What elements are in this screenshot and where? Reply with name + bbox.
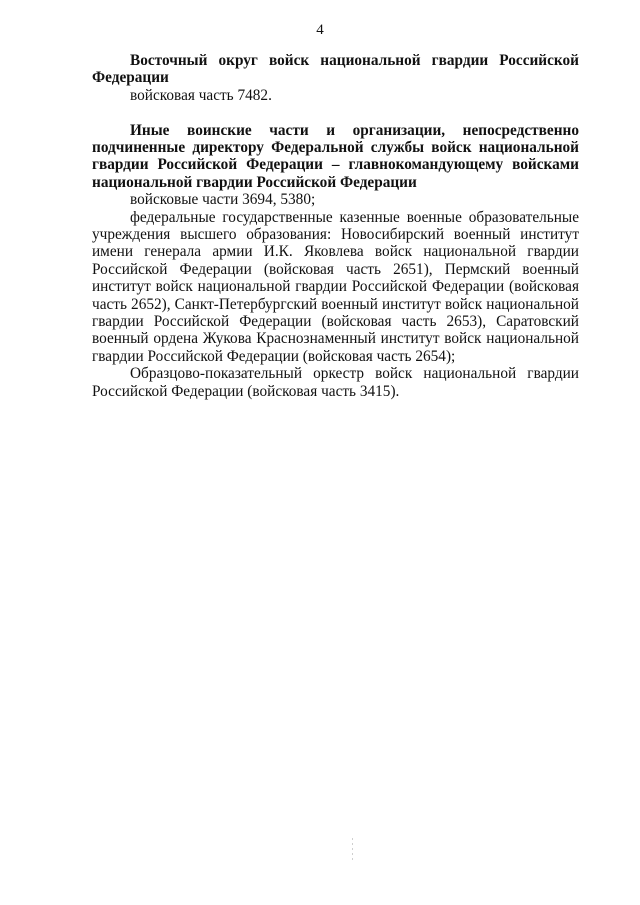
education-institutions-paragraph: федеральные государственные казенные военные образовательные учреждения высшего образования: Новосибирский военный институт имени генерала армии И.К. Яковлева войск национальной гвардии Российской Федерации (войсковая часть 2651), Пермский военный институт войск национальной гвардии Российской Федерации (войсковая часть 2652), Санкт-Петербургский военный институт войск национальной гвардии Российской Федерации (войсковая часть 2653), Саратовский военный ордена Жукова Краснознаменный институт войск национальной гвардии Российской Федерации (войсковая часть 2654); — [92, 208, 579, 365]
document-body — [92, 52, 579, 400]
section-spacer — [92, 104, 579, 121]
section-heading-eastern-district: Восточный округ войск национальной гвардии Российской Федерации — [92, 52, 579, 87]
section-heading-other-units: Иные воинские части и организации, непосредственно подчиненные директору Федеральной службы войск национальной гвардии Российской Федерации – главнокомандующему войсками национальной гвардии Российской Федерации — [92, 121, 579, 191]
unit-list-item: войсковая часть 7482. — [130, 86, 272, 104]
scan-artifact — [352, 838, 353, 860]
orchestra-paragraph: Образцово-показательный оркестр войск национальной гвардии Российской Федерации (войсковая часть 3415). — [92, 365, 579, 400]
page-number: 4 — [316, 22, 324, 38]
unit-list-item: войсковые части 3694, 5380; — [130, 191, 316, 209]
